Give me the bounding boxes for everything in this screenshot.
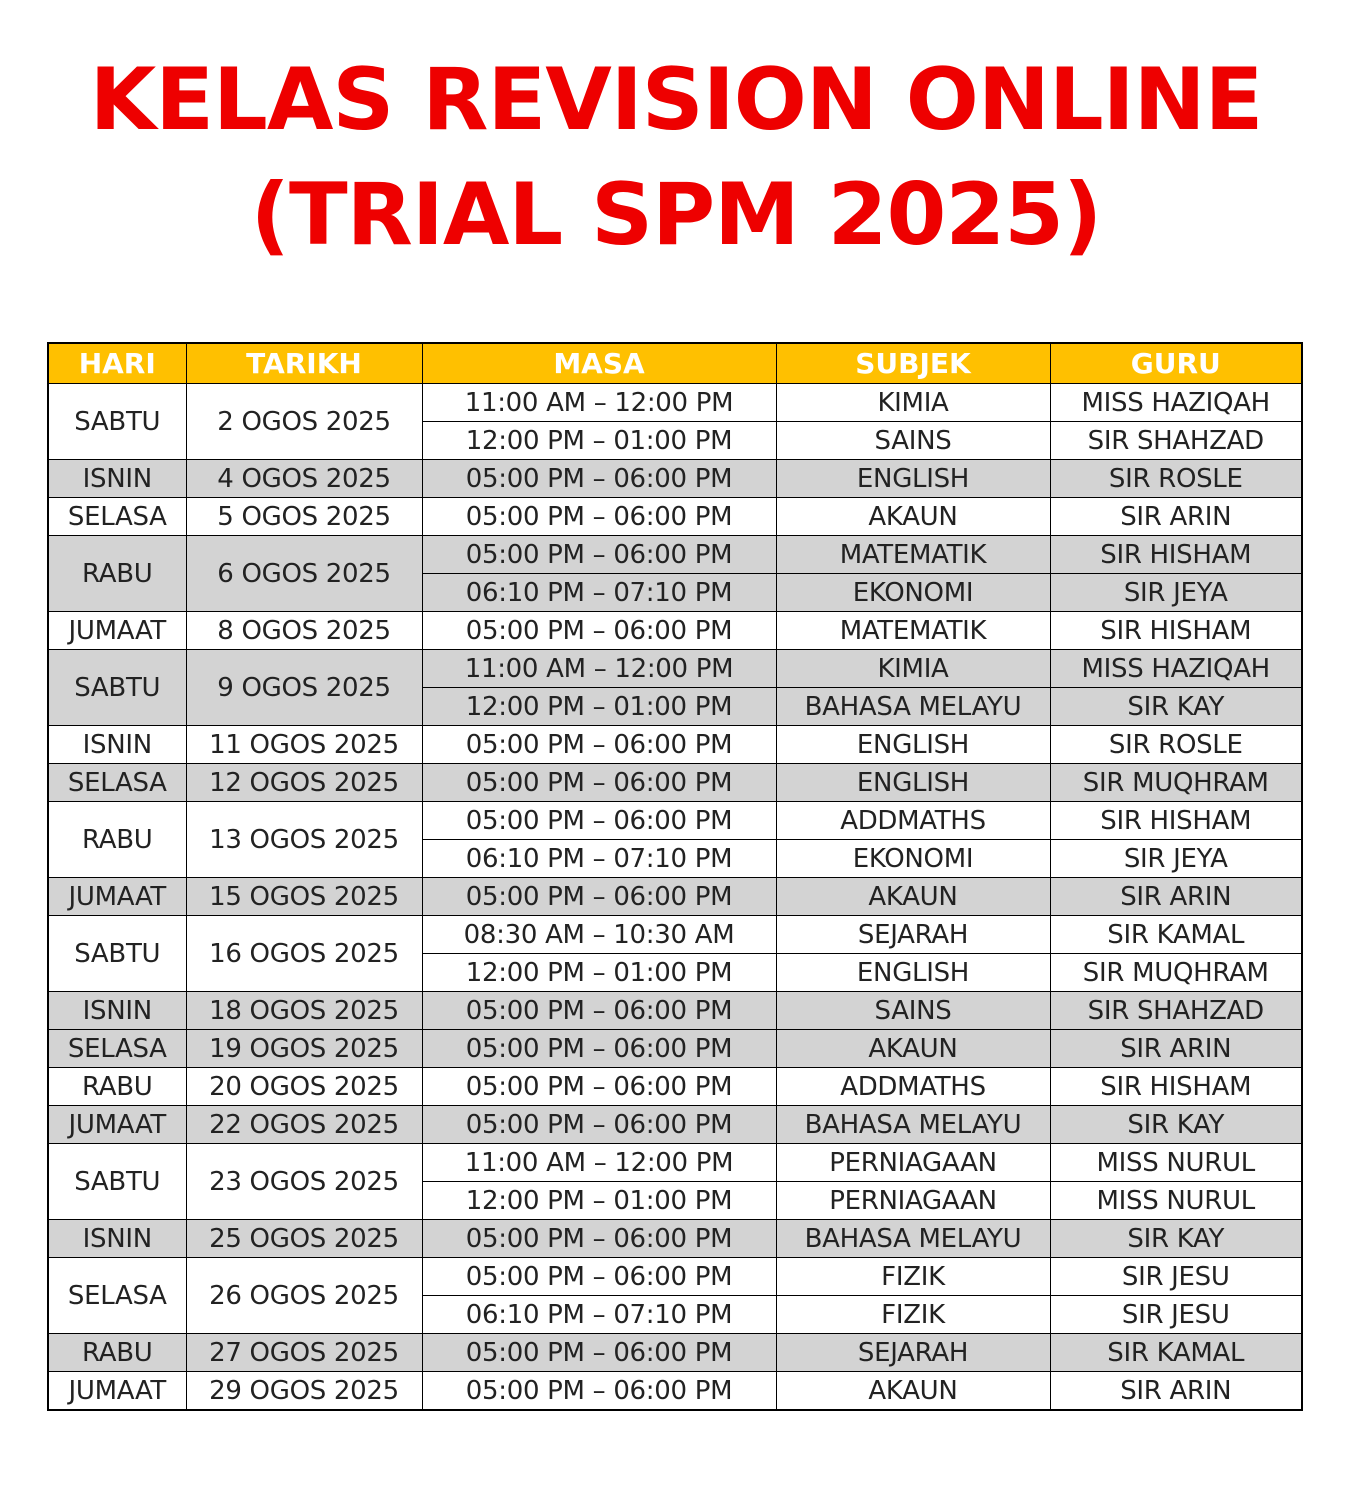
cell-guru: MISS HAZIQAH (1050, 650, 1302, 688)
cell-masa: 05:00 PM – 06:00 PM (422, 992, 776, 1030)
cell-tarikh: 6 OGOS 2025 (186, 536, 422, 612)
cell-subjek: SEJARAH (776, 1334, 1050, 1372)
cell-tarikh: 23 OGOS 2025 (186, 1144, 422, 1220)
cell-subjek: ADDMATHS (776, 802, 1050, 840)
cell-guru: SIR SHAHZAD (1050, 992, 1302, 1030)
cell-hari: JUMAAT (48, 1372, 186, 1411)
cell-hari: SABTU (48, 916, 186, 992)
cell-masa: 06:10 PM – 07:10 PM (422, 574, 776, 612)
cell-hari: JUMAAT (48, 1106, 186, 1144)
cell-hari: RABU (48, 1334, 186, 1372)
cell-tarikh: 9 OGOS 2025 (186, 650, 422, 726)
cell-hari: SELASA (48, 764, 186, 802)
cell-hari: ISNIN (48, 1220, 186, 1258)
cell-subjek: PERNIAGAAN (776, 1144, 1050, 1182)
cell-subjek: AKAUN (776, 878, 1050, 916)
cell-guru: SIR KAY (1050, 1220, 1302, 1258)
cell-masa: 11:00 AM – 12:00 PM (422, 1144, 776, 1182)
table-row (48, 992, 1302, 1030)
cell-subjek: MATEMATIK (776, 536, 1050, 574)
table-row (48, 384, 1302, 422)
cell-hari: SABTU (48, 384, 186, 460)
cell-masa: 05:00 PM – 06:00 PM (422, 878, 776, 916)
page-subtitle: (TRIAL SPM 2025) (250, 165, 1102, 265)
cell-subjek: ADDMATHS (776, 1068, 1050, 1106)
cell-subjek: BAHASA MELAYU (776, 1220, 1050, 1258)
cell-subjek: ENGLISH (776, 460, 1050, 498)
cell-guru: SIR SHAHZAD (1050, 422, 1302, 460)
cell-guru: SIR HISHAM (1050, 802, 1302, 840)
table-row (48, 1144, 1302, 1182)
cell-subjek: SAINS (776, 422, 1050, 460)
cell-tarikh: 26 OGOS 2025 (186, 1258, 422, 1334)
cell-hari: SABTU (48, 650, 186, 726)
cell-masa: 05:00 PM – 06:00 PM (422, 1220, 776, 1258)
header-subjek: SUBJEK (776, 343, 1050, 384)
cell-subjek: AKAUN (776, 498, 1050, 536)
cell-masa: 08:30 AM – 10:30 AM (422, 916, 776, 954)
table-row (48, 1106, 1302, 1144)
cell-guru: MISS NURUL (1050, 1182, 1302, 1220)
cell-subjek: MATEMATIK (776, 612, 1050, 650)
cell-masa: 05:00 PM – 06:00 PM (422, 498, 776, 536)
cell-masa: 05:00 PM – 06:00 PM (422, 1068, 776, 1106)
cell-hari: SELASA (48, 1258, 186, 1334)
cell-tarikh: 11 OGOS 2025 (186, 726, 422, 764)
cell-masa: 11:00 AM – 12:00 PM (422, 650, 776, 688)
cell-tarikh: 13 OGOS 2025 (186, 802, 422, 878)
table-body (48, 384, 1302, 1411)
cell-tarikh: 22 OGOS 2025 (186, 1106, 422, 1144)
cell-tarikh: 29 OGOS 2025 (186, 1372, 422, 1411)
cell-guru: MISS HAZIQAH (1050, 384, 1302, 422)
cell-guru: SIR HISHAM (1050, 536, 1302, 574)
cell-masa: 05:00 PM – 06:00 PM (422, 802, 776, 840)
cell-subjek: FIZIK (776, 1258, 1050, 1296)
cell-guru: SIR ROSLE (1050, 460, 1302, 498)
cell-subjek: KIMIA (776, 384, 1050, 422)
cell-tarikh: 5 OGOS 2025 (186, 498, 422, 536)
table-row (48, 612, 1302, 650)
table-row (48, 1258, 1302, 1296)
cell-masa: 05:00 PM – 06:00 PM (422, 612, 776, 650)
cell-guru: SIR KAMAL (1050, 1334, 1302, 1372)
cell-hari: RABU (48, 536, 186, 612)
cell-masa: 12:00 PM – 01:00 PM (422, 1182, 776, 1220)
cell-hari: SELASA (48, 1030, 186, 1068)
cell-masa: 05:00 PM – 06:00 PM (422, 1106, 776, 1144)
schedule-table (47, 342, 1303, 1411)
cell-subjek: PERNIAGAAN (776, 1182, 1050, 1220)
cell-subjek: ENGLISH (776, 954, 1050, 992)
cell-subjek: AKAUN (776, 1372, 1050, 1411)
cell-tarikh: 19 OGOS 2025 (186, 1030, 422, 1068)
table-row (48, 916, 1302, 954)
cell-masa: 05:00 PM – 06:00 PM (422, 1372, 776, 1411)
cell-guru: SIR KAY (1050, 688, 1302, 726)
cell-masa: 12:00 PM – 01:00 PM (422, 422, 776, 460)
cell-subjek: SAINS (776, 992, 1050, 1030)
cell-subjek: SEJARAH (776, 916, 1050, 954)
cell-subjek: FIZIK (776, 1296, 1050, 1334)
cell-subjek: EKONOMI (776, 574, 1050, 612)
cell-masa: 05:00 PM – 06:00 PM (422, 764, 776, 802)
cell-tarikh: 15 OGOS 2025 (186, 878, 422, 916)
header-hari: HARI (48, 343, 186, 384)
cell-masa: 05:00 PM – 06:00 PM (422, 460, 776, 498)
cell-guru: SIR HISHAM (1050, 612, 1302, 650)
table-row (48, 1372, 1302, 1411)
cell-guru: SIR MUQHRAM (1050, 954, 1302, 992)
header-guru: GURU (1050, 343, 1302, 384)
cell-subjek: ENGLISH (776, 764, 1050, 802)
cell-subjek: AKAUN (776, 1030, 1050, 1068)
cell-tarikh: 20 OGOS 2025 (186, 1068, 422, 1106)
page-title: KELAS REVISION ONLINE (89, 50, 1263, 150)
cell-guru: SIR JESU (1050, 1296, 1302, 1334)
cell-tarikh: 18 OGOS 2025 (186, 992, 422, 1030)
cell-hari: JUMAAT (48, 878, 186, 916)
cell-guru: SIR ARIN (1050, 1372, 1302, 1411)
cell-masa: 05:00 PM – 06:00 PM (422, 1030, 776, 1068)
cell-tarikh: 16 OGOS 2025 (186, 916, 422, 992)
table-header (48, 343, 1302, 384)
cell-guru: SIR HISHAM (1050, 1068, 1302, 1106)
header-row (48, 343, 1302, 384)
cell-guru: MISS NURUL (1050, 1144, 1302, 1182)
cell-hari: SABTU (48, 1144, 186, 1220)
cell-masa: 05:00 PM – 06:00 PM (422, 726, 776, 764)
cell-tarikh: 4 OGOS 2025 (186, 460, 422, 498)
cell-subjek: KIMIA (776, 650, 1050, 688)
cell-guru: SIR ARIN (1050, 878, 1302, 916)
cell-masa: 06:10 PM – 07:10 PM (422, 1296, 776, 1334)
cell-guru: SIR JESU (1050, 1258, 1302, 1296)
cell-tarikh: 27 OGOS 2025 (186, 1334, 422, 1372)
table-row (48, 460, 1302, 498)
table-row (48, 1068, 1302, 1106)
cell-hari: RABU (48, 1068, 186, 1106)
table-row (48, 1334, 1302, 1372)
cell-masa: 05:00 PM – 06:00 PM (422, 1334, 776, 1372)
cell-masa: 12:00 PM – 01:00 PM (422, 954, 776, 992)
cell-tarikh: 25 OGOS 2025 (186, 1220, 422, 1258)
cell-subjek: EKONOMI (776, 840, 1050, 878)
header-tarikh: TARIKH (186, 343, 422, 384)
cell-tarikh: 12 OGOS 2025 (186, 764, 422, 802)
table-row (48, 764, 1302, 802)
table-row (48, 536, 1302, 574)
cell-guru: SIR JEYA (1050, 574, 1302, 612)
cell-tarikh: 8 OGOS 2025 (186, 612, 422, 650)
table-row (48, 1030, 1302, 1068)
cell-guru: SIR KAY (1050, 1106, 1302, 1144)
table-row (48, 498, 1302, 536)
cell-masa: 11:00 AM – 12:00 PM (422, 384, 776, 422)
cell-masa: 05:00 PM – 06:00 PM (422, 536, 776, 574)
cell-hari: ISNIN (48, 460, 186, 498)
table-row (48, 726, 1302, 764)
cell-subjek: ENGLISH (776, 726, 1050, 764)
cell-subjek: BAHASA MELAYU (776, 1106, 1050, 1144)
cell-masa: 12:00 PM – 01:00 PM (422, 688, 776, 726)
cell-hari: ISNIN (48, 726, 186, 764)
header-masa: MASA (422, 343, 776, 384)
cell-hari: JUMAAT (48, 612, 186, 650)
cell-hari: SELASA (48, 498, 186, 536)
cell-hari: ISNIN (48, 992, 186, 1030)
table-row (48, 802, 1302, 840)
cell-guru: SIR ARIN (1050, 1030, 1302, 1068)
table-row (48, 878, 1302, 916)
cell-guru: SIR KAMAL (1050, 916, 1302, 954)
cell-hari: RABU (48, 802, 186, 878)
cell-subjek: BAHASA MELAYU (776, 688, 1050, 726)
cell-tarikh: 2 OGOS 2025 (186, 384, 422, 460)
cell-masa: 05:00 PM – 06:00 PM (422, 1258, 776, 1296)
cell-guru: SIR MUQHRAM (1050, 764, 1302, 802)
cell-masa: 06:10 PM – 07:10 PM (422, 840, 776, 878)
table-row (48, 650, 1302, 688)
cell-guru: SIR ROSLE (1050, 726, 1302, 764)
table-row (48, 1220, 1302, 1258)
cell-guru: SIR JEYA (1050, 840, 1302, 878)
cell-guru: SIR ARIN (1050, 498, 1302, 536)
